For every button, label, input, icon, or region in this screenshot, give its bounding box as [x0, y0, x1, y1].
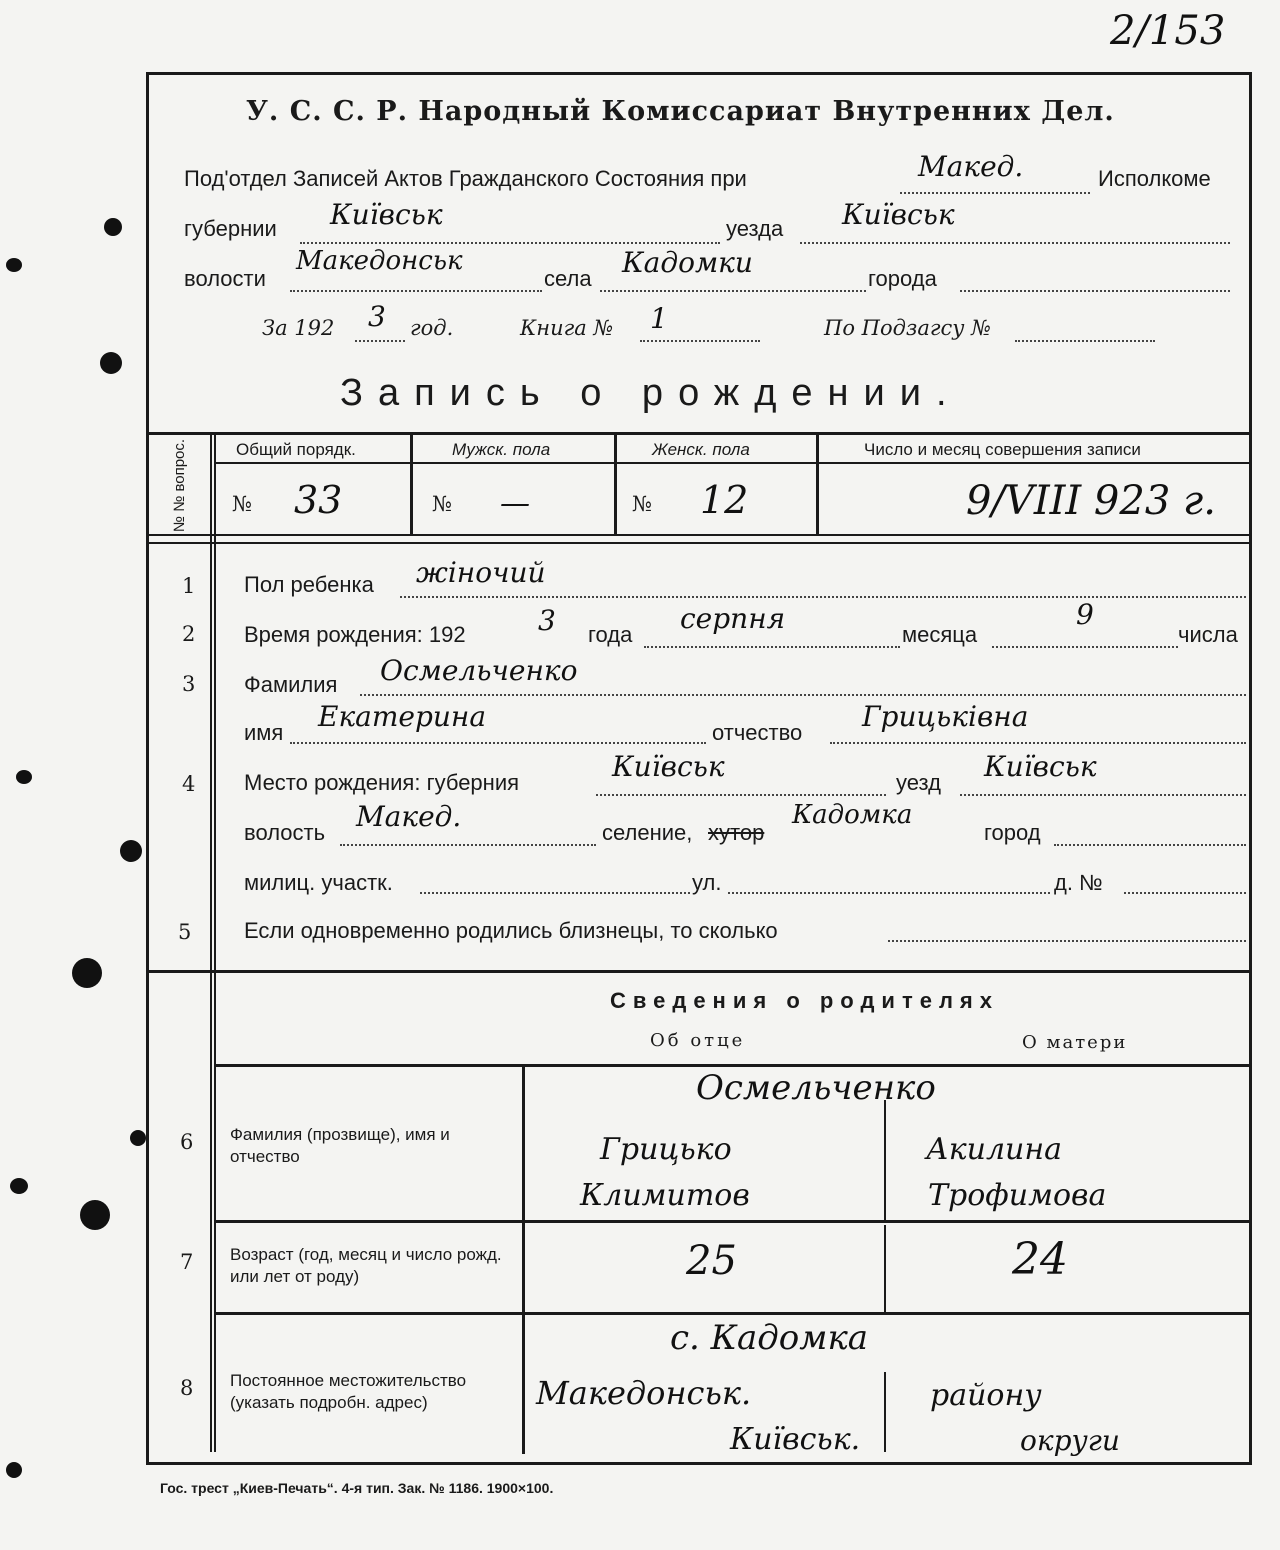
mesto-volost-value: Макед. — [356, 800, 462, 833]
selenie-value: Кадомка — [792, 800, 913, 830]
otchestvo-line — [830, 742, 1246, 744]
divider — [149, 534, 1249, 536]
divider — [522, 1064, 525, 1454]
divider — [214, 462, 1249, 464]
mother-column-header: О матери — [1022, 1032, 1128, 1053]
gorod-line — [960, 290, 1230, 292]
divider — [149, 970, 1249, 973]
guberniya-value: Київськ — [330, 198, 443, 231]
podzags-label: По Подзагсу № — [824, 316, 991, 340]
question-number: 7 — [180, 1250, 194, 1274]
imya-line — [290, 742, 706, 744]
divider — [884, 1225, 886, 1315]
imya-value: Екатерина — [318, 700, 487, 733]
mesto-uezd-line — [960, 794, 1246, 796]
twins-line — [888, 940, 1246, 942]
time-year: 3 — [538, 604, 556, 637]
muzh-label: Мужск. пола — [452, 440, 551, 459]
question-number: 5 — [178, 920, 192, 944]
punch-hole — [100, 352, 122, 374]
year-value: 3 — [368, 300, 386, 333]
date-label: Число и месяц совершения записи — [864, 440, 1141, 459]
dom-line — [1124, 892, 1246, 894]
familiya-line — [360, 694, 1246, 696]
divider — [884, 1100, 886, 1220]
guberniya-line — [300, 242, 720, 244]
punch-hole — [104, 218, 122, 236]
zhen-value: 12 — [700, 478, 749, 522]
divider — [884, 1372, 886, 1452]
header-title: У. С. С. Р. Народный Комиссариат Внутренних Дел. — [246, 96, 1115, 127]
familiya-value: Осмельченко — [380, 654, 578, 687]
mesto-label: Место рождения: губерния — [244, 770, 520, 795]
chisla-label: числа — [1178, 622, 1238, 647]
obshiy-label: Общий порядк. — [236, 440, 356, 459]
divider — [214, 1220, 1249, 1223]
question-column-border — [214, 432, 216, 1452]
punch-hole — [130, 1130, 146, 1146]
mesto-uezd-label: уезд — [896, 770, 941, 795]
residence-line2a: Македонськ. — [536, 1374, 752, 1412]
podzags-line — [1015, 340, 1155, 342]
uezd-line — [800, 242, 1230, 244]
mesto-gub-line — [596, 794, 886, 796]
divider — [816, 432, 819, 536]
divider — [214, 1312, 1249, 1315]
pol-value: жіночий — [416, 556, 546, 589]
father-patronymic: Климитов — [580, 1178, 750, 1213]
uezd-label: уезда — [726, 216, 784, 241]
mesto-volost-line — [340, 844, 596, 846]
question-number: 4 — [182, 772, 196, 796]
ul-line — [728, 892, 1050, 894]
obshiy-no: № — [232, 492, 252, 516]
residence-line1: с. Кадомка — [670, 1318, 869, 1358]
mother-age: 24 — [1012, 1234, 1068, 1285]
question-number: 8 — [180, 1376, 194, 1400]
selenie-label: селение, — [602, 820, 693, 845]
question-number: 6 — [180, 1130, 194, 1154]
divider — [410, 432, 413, 536]
dom-label: д. № — [1054, 870, 1103, 895]
punch-hole — [72, 958, 102, 988]
selenie-gorod-line — [1054, 844, 1246, 846]
parents-title: Сведения о родителях — [610, 988, 1000, 1013]
khutor-label: хутор — [708, 820, 765, 845]
god-label: год. — [410, 316, 454, 340]
age-label: Возраст (год, месяц и число рожд. или лет от роду) — [230, 1245, 502, 1286]
record-title: Запись о рождении. — [340, 372, 962, 414]
divider — [614, 432, 617, 536]
punch-hole — [10, 1178, 28, 1194]
punch-hole — [16, 770, 32, 784]
vopros-label: № № вопрос. — [171, 438, 189, 532]
date-value: 9/VIII 923 г. — [966, 478, 1216, 524]
kniga-value: 1 — [650, 302, 668, 335]
guberniya-label: губернии — [184, 216, 277, 241]
imya-label: имя — [244, 720, 284, 745]
punch-hole — [6, 1462, 22, 1478]
uezd-value: Київськ — [842, 198, 955, 231]
gorod-label: города — [868, 266, 937, 291]
day-value: 9 — [1076, 598, 1094, 631]
milits-line — [420, 892, 690, 894]
volost-value: Македонськ — [296, 246, 463, 276]
month-value: серпня — [680, 602, 786, 635]
archive-number: 2/153 — [1110, 8, 1226, 54]
question-number: 2 — [182, 622, 196, 646]
year-label: За 192 — [262, 316, 335, 340]
time-label: Время рождения: 192 — [244, 622, 466, 647]
subdept-value: Макед. — [918, 150, 1024, 183]
muzh-value: — — [500, 486, 530, 521]
day-line — [992, 646, 1178, 648]
mesto-uezd-value: Київськ — [984, 750, 1097, 783]
kniga-line — [640, 340, 760, 342]
goda-label: года — [588, 622, 633, 647]
printer-footer: Гос. трест „Киев-Печать“. 4-я тип. Зак. № 1186. 1900×100. — [160, 1480, 554, 1496]
punch-hole — [80, 1200, 110, 1230]
otchestvo-label: отчество — [712, 720, 803, 745]
kniga-label: Книга № — [520, 316, 614, 340]
mother-name: Акилина — [926, 1132, 1063, 1167]
divider — [149, 432, 1249, 435]
question-number: 3 — [182, 672, 196, 696]
divider — [214, 1064, 1249, 1067]
vopros-cell — [150, 440, 210, 530]
selenie-gorod-label: город — [984, 820, 1041, 845]
question-number: 1 — [182, 574, 196, 598]
mother-patronymic: Трофимова — [928, 1178, 1107, 1213]
volost-label: волости — [184, 266, 266, 291]
zhen-label: Женск. пола — [652, 440, 750, 459]
ul-label: ул. — [692, 870, 722, 895]
milits-label: милиц. участк. — [244, 870, 393, 895]
zhen-no: № — [632, 492, 652, 516]
obshiy-value: 33 — [294, 478, 343, 522]
father-age: 25 — [686, 1238, 737, 1284]
father-column-header: Об отце — [650, 1030, 746, 1051]
muzh-no: № — [432, 492, 452, 516]
pol-label: Пол ребенка — [244, 572, 374, 597]
twins-label: Если одновременно родились близнецы, то сколько — [244, 918, 778, 943]
father-name: Грицько — [600, 1132, 732, 1167]
familiya-label: Фамилия — [244, 672, 338, 697]
divider — [149, 542, 1249, 544]
question-column-border — [210, 432, 212, 1452]
punch-hole — [120, 840, 142, 862]
residence-line3b: округи — [1020, 1424, 1120, 1457]
otchestvo-value: Грицьківна — [862, 700, 1029, 733]
subdept-label: Под'отдел Записей Актов Гражданского Состояния при — [184, 166, 747, 191]
mesto-volost-label: волость — [244, 820, 326, 845]
surname-value: Осмельченко — [696, 1068, 936, 1108]
mesyatsa-label: месяца — [902, 622, 978, 647]
mesto-gub-value: Київськ — [612, 750, 725, 783]
selo-value: Кадомки — [622, 246, 753, 279]
subdept-line — [900, 192, 1090, 194]
selo-line — [600, 290, 866, 292]
month-line — [644, 646, 900, 648]
selo-label: села — [544, 266, 592, 291]
punch-hole — [6, 258, 22, 272]
year-line — [355, 340, 405, 342]
ispolkom-label: Исполкоме — [1098, 166, 1211, 191]
residence-label: Постоянное местожительство (указать подробн. адрес) — [230, 1371, 467, 1412]
name-label: Фамилия (прозвище), имя и отчество — [230, 1125, 450, 1166]
volost-line — [290, 290, 542, 292]
residence-line3a: Київськ. — [730, 1422, 861, 1457]
pol-line — [400, 596, 1246, 598]
residence-line2b: району — [930, 1378, 1042, 1413]
